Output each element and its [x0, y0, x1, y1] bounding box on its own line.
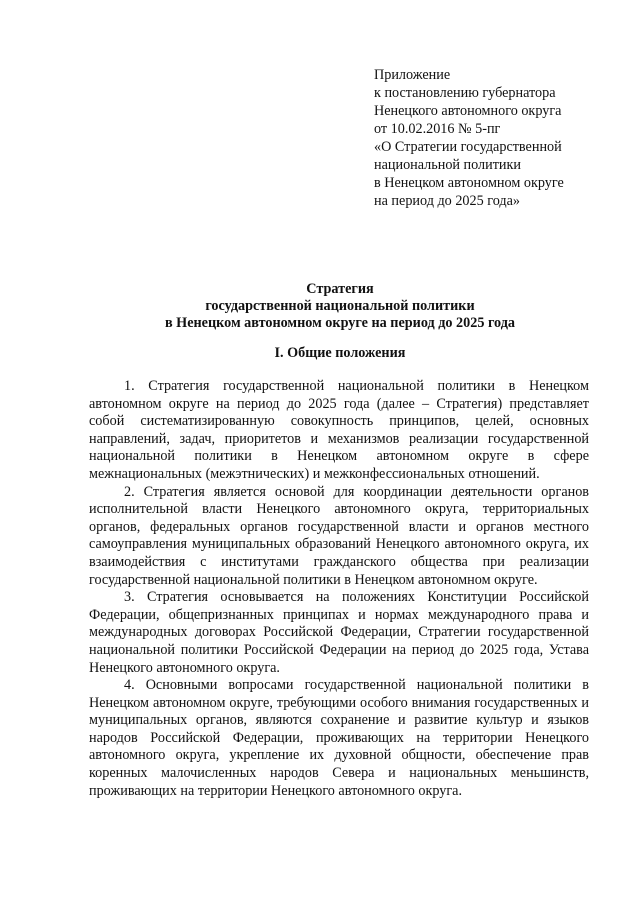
- appendix-line: Приложение: [374, 67, 451, 83]
- section-heading: I. Общие положения: [274, 345, 406, 361]
- appendix-line: Ненецкого автономного округа: [374, 103, 562, 119]
- paragraph: 4. Основными вопросами государственной национальной политики в Ненецком автономном округе, требующими особого внимания государственных и муниципальных органов, являются сохранение и развитие культур и языков народов Российской Федерации, проживающих на территории Ненецкого автономного округа, укрепление их духовной общности, обеспечение прав коренных малочисленных народов Севера и национальных меньшинств, проживающих на территории Ненецкого автономного округа.: [89, 677, 589, 799]
- appendix-block: [374, 66, 624, 210]
- appendix-line: от 10.02.2016 № 5-пг: [374, 121, 501, 137]
- title-line: Стратегия: [306, 281, 374, 297]
- appendix-line: на период до 2025 года»: [374, 193, 521, 209]
- document-body: [89, 378, 589, 800]
- appendix-line: в Ненецком автономном округе: [374, 175, 564, 191]
- paragraph: 3. Стратегия основывается на положениях Конституции Российской Федерации, общепризнанных принципах и нормах международного права и международных договорах Российской Федерации, Стратегии государственной национальной политики Российской Федерации на период до 2025 года, Устава Ненецкого автономного округа.: [89, 589, 589, 676]
- paragraph: 1. Стратегия государственной национальной политики в Ненецком автономном округе на период до 2025 года (далее – Стратегия) представляет собой систематизированную совокупность принципов, целей, основных направлений, задач, приоритетов и механизмов реализации государственной национальной политики в Ненецком автономном округе в сфере межнациональных (межэтнических) и межконфессиональных отношений.: [89, 378, 589, 482]
- appendix-line: «О Стратегии государственной: [374, 139, 562, 155]
- appendix-line: к постановлению губернатора: [374, 85, 556, 101]
- paragraph: 2. Стратегия является основой для координации деятельности органов исполнительной власти Ненецкого автономного округа, территориальных органов, федеральных органов государственной власти и органов местного самоуправления муниципальных образований Ненецкого автономного округа, их взаимодействия с институтами гражданского общества при реализации государственной национальной политики в Ненецком автономном округе.: [89, 483, 589, 588]
- title-line: государственной национальной политики: [205, 298, 475, 314]
- title-line: в Ненецком автономном округе на период до 2025 года: [164, 315, 516, 331]
- document-title: [90, 281, 590, 332]
- appendix-line: национальной политики: [374, 157, 522, 173]
